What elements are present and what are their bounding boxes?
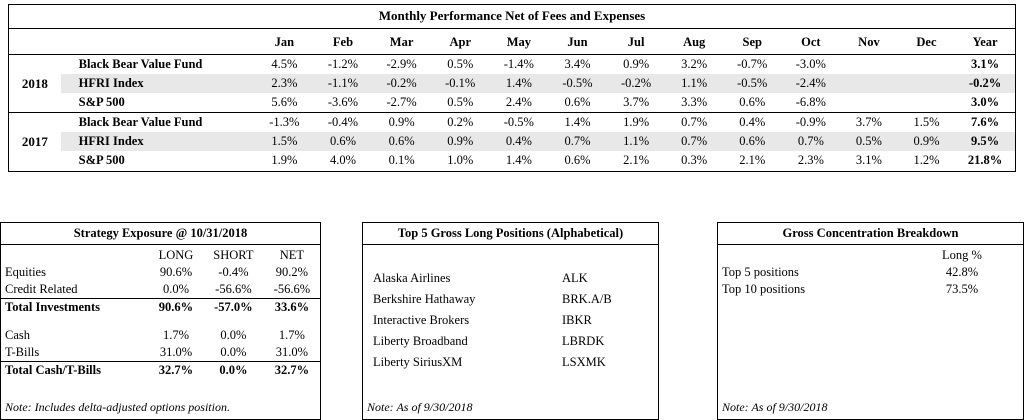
cell-year-total: 21.8% <box>967 153 1003 167</box>
cell: 2.1% <box>739 153 766 167</box>
cell: 1.5% <box>255 132 314 151</box>
cell: 90.6% <box>158 300 194 314</box>
cell: 0.1% <box>388 153 415 167</box>
table-row <box>9 113 1015 133</box>
cell <box>203 316 264 327</box>
cell: -1.3% <box>255 113 314 133</box>
cell <box>1 316 149 327</box>
header-month-sep: Sep <box>723 29 782 55</box>
cell: 0.6% <box>739 95 766 109</box>
strategy-exposure-panel <box>0 222 321 420</box>
header-year-blank <box>9 29 61 55</box>
table-row <box>1 362 320 380</box>
cell: 4.5% <box>271 57 298 71</box>
cell: 1.9% <box>607 113 666 133</box>
table-row <box>9 132 1015 151</box>
cell <box>552 247 658 268</box>
row-label-total-cash-tbills: Total Cash/T-Bills <box>5 363 101 377</box>
header-short: SHORT <box>213 248 254 262</box>
cell: 2.3% <box>255 74 314 93</box>
position-ticker-ibkr: IBKR <box>562 313 592 327</box>
cell: 0.7% <box>665 132 723 151</box>
cell-year-total: 9.5% <box>955 132 1015 151</box>
performance-table-body <box>9 55 1015 172</box>
cell: -2.4% <box>782 74 841 93</box>
row-label-hfri-2017: HFRI Index <box>61 132 255 151</box>
performance-table-head <box>9 29 1015 55</box>
header-blank <box>718 247 901 264</box>
cell: 0.7% <box>548 132 607 151</box>
cell: 0.0% <box>203 344 264 362</box>
strategy-exposure-title: Strategy Exposure @ 10/31/2018 <box>1 223 320 245</box>
list-item <box>363 268 658 289</box>
cell: 3.2% <box>681 57 708 71</box>
row-label-t-bills: T-Bills <box>1 344 149 362</box>
row-label-bbvf-2017: Black Bear Value Fund <box>61 113 255 133</box>
cell: -3.0% <box>795 57 826 71</box>
cell: 3.7% <box>623 95 650 109</box>
table-row <box>9 55 1015 75</box>
cell: 1.0% <box>447 153 474 167</box>
row-label-equities: Equities <box>5 265 46 279</box>
header-year-total: Year <box>955 29 1015 55</box>
cell <box>898 93 956 113</box>
cell <box>898 55 956 75</box>
position-name-berkshire-hathaway: Berkshire Hathaway <box>373 292 476 306</box>
concentration-head <box>718 247 1023 264</box>
header-month-jun: Jun <box>548 29 607 55</box>
cell: 0.7% <box>782 132 841 151</box>
concentration-header-row <box>718 247 1023 264</box>
list-item <box>363 331 658 352</box>
cell: -0.9% <box>782 113 841 133</box>
year-label-2018: 2018 <box>21 75 48 91</box>
header-net: NET <box>279 248 305 262</box>
position-ticker-lsxmk: LSXMK <box>562 355 606 369</box>
cell: 0.7% <box>665 113 723 133</box>
concentration-note: Note: As of 9/30/2018 <box>722 400 828 414</box>
cell: 0.0% <box>219 363 248 377</box>
position-name-liberty-siriusxm: Liberty SiriusXM <box>373 355 463 369</box>
header-month-may: May <box>490 29 549 55</box>
cell: 73.5% <box>945 282 979 296</box>
top-positions-title: Top 5 Gross Long Positions (Alphabetical) <box>363 223 658 245</box>
top-positions-table <box>363 247 658 373</box>
cell: -6.8% <box>795 95 826 109</box>
cell: 0.6% <box>564 153 591 167</box>
cell: 90.6% <box>159 265 193 279</box>
cell: 4.0% <box>329 153 356 167</box>
cell: 1.4% <box>490 74 549 93</box>
strategy-exposure-table <box>1 247 320 379</box>
row-label-sp500-2017: S&P 500 <box>78 153 125 167</box>
cell: -0.5% <box>548 74 607 93</box>
cell: 42.8% <box>945 265 979 279</box>
header-month-dec: Dec <box>898 29 956 55</box>
cell: -1.4% <box>503 57 534 71</box>
cell: 0.9% <box>431 132 490 151</box>
position-ticker-lbrdk: LBRDK <box>562 334 605 348</box>
table-row <box>1 264 320 281</box>
header-long-pct: Long % <box>942 248 982 262</box>
cell: 32.7% <box>158 363 194 377</box>
cell: 0.6% <box>314 132 373 151</box>
cell: 3.1% <box>855 153 882 167</box>
cell: -1.1% <box>314 74 373 93</box>
cell: -0.2% <box>607 74 666 93</box>
list-item <box>363 352 658 373</box>
header-month-jul: Jul <box>607 29 666 55</box>
cell: -0.7% <box>737 57 768 71</box>
cell: -2.9% <box>386 57 417 71</box>
cell: -0.1% <box>431 74 490 93</box>
top-positions-note: Note: As of 9/30/2018 <box>367 400 473 414</box>
cell: 0.9% <box>372 113 431 133</box>
cell: 0.6% <box>372 132 431 151</box>
position-name-alaska-airlines: Alaska Airlines <box>373 271 451 285</box>
cell: 1.4% <box>505 153 532 167</box>
cell: 0.3% <box>681 153 708 167</box>
cell-year-total: 3.0% <box>971 95 1000 109</box>
cell: 31.0% <box>149 344 203 362</box>
header-month-apr: Apr <box>431 29 490 55</box>
cell: 0.2% <box>431 113 490 133</box>
table-row <box>1 344 320 362</box>
cell <box>840 55 898 75</box>
cell: -0.4% <box>218 265 249 279</box>
header-month-jan: Jan <box>255 29 314 55</box>
strategy-exposure-body <box>1 245 320 379</box>
cell <box>898 74 956 93</box>
row-label-top-10-positions: Top 10 positions <box>722 282 806 296</box>
cell <box>363 247 552 268</box>
header-month-nov: Nov <box>840 29 898 55</box>
performance-header-row <box>9 29 1015 55</box>
list-item <box>363 310 658 331</box>
row-label-top-5-positions: Top 5 positions <box>722 265 799 279</box>
row-label-sp500-2018: S&P 500 <box>78 95 125 109</box>
cell: 1.9% <box>271 153 298 167</box>
table-row <box>1 299 320 317</box>
position-name-interactive-brokers: Interactive Brokers <box>373 313 470 327</box>
position-ticker-alk: ALK <box>562 271 588 285</box>
cell: 1.5% <box>898 113 956 133</box>
cell: 90.2% <box>275 265 309 279</box>
cell-year-total: -0.2% <box>955 74 1015 93</box>
list-item <box>363 289 658 310</box>
spacer-row <box>1 316 320 327</box>
cell: -57.0% <box>214 300 253 314</box>
table-row <box>1 327 320 344</box>
cell: 1.7% <box>162 328 189 342</box>
monthly-performance-panel <box>8 4 1016 172</box>
cell <box>264 316 320 327</box>
top-positions-rows <box>363 247 658 373</box>
concentration-rows <box>718 264 1023 298</box>
cell: 0.9% <box>898 132 956 151</box>
table-row <box>9 74 1015 93</box>
cell: 0.4% <box>723 113 782 133</box>
cell: 0.6% <box>564 95 591 109</box>
cell <box>840 93 898 113</box>
cell: -56.6% <box>264 281 320 299</box>
cell: 3.7% <box>840 113 898 133</box>
cell: 1.7% <box>278 328 305 342</box>
header-blank <box>1 247 149 264</box>
cell: 1.2% <box>913 153 940 167</box>
cell: -3.6% <box>327 95 359 109</box>
header-long: LONG <box>158 248 194 262</box>
cell: 1.4% <box>548 113 607 133</box>
header-month-mar: Mar <box>372 29 431 55</box>
monthly-performance-table <box>9 29 1015 171</box>
table-row <box>718 264 1023 281</box>
header-strategy-blank <box>61 29 255 55</box>
cell: 0.0% <box>220 328 247 342</box>
row-label-credit-related: Credit Related <box>1 281 149 299</box>
concentration-title: Gross Concentration Breakdown <box>718 223 1023 245</box>
cell: -0.5% <box>723 74 782 93</box>
strategy-exposure-header-row <box>1 247 320 264</box>
cell: 0.5% <box>840 132 898 151</box>
cell: 31.0% <box>264 344 320 362</box>
cell: 0.9% <box>623 57 650 71</box>
row-label-cash: Cash <box>5 328 30 342</box>
cell: 3.3% <box>681 95 708 109</box>
header-month-feb: Feb <box>314 29 373 55</box>
cell: 0.5% <box>447 57 474 71</box>
cell: 0.4% <box>490 132 549 151</box>
position-ticker-brk: BRK.A/B <box>562 292 612 306</box>
cell: 0.5% <box>447 95 474 109</box>
row-label-total-investments: Total Investments <box>5 300 101 314</box>
cell: -0.2% <box>372 74 431 93</box>
strategy-exposure-note: Note: Includes delta-adjusted options position. <box>5 400 230 414</box>
concentration-table <box>718 247 1023 298</box>
table-row <box>9 93 1015 113</box>
strategy-exposure-head <box>1 247 320 264</box>
row-label-hfri-2018: HFRI Index <box>61 74 255 93</box>
cell: 0.6% <box>723 132 782 151</box>
cell: 32.7% <box>274 363 310 377</box>
cell <box>149 316 203 327</box>
cell: -1.2% <box>327 57 359 71</box>
cell-year-total: 7.6% <box>955 113 1015 133</box>
cell: 0.0% <box>149 281 203 299</box>
monthly-performance-title: Monthly Performance Net of Fees and Expenses <box>9 5 1015 29</box>
spacer-row <box>363 247 658 268</box>
strategy-exposure-body-rows <box>1 264 320 379</box>
cell: 1.1% <box>665 74 723 93</box>
top-positions-body <box>363 245 658 373</box>
header-month-aug: Aug <box>665 29 723 55</box>
row-label-bbvf-2018: Black Bear Value Fund <box>78 57 203 71</box>
table-row <box>718 281 1023 298</box>
cell: 2.1% <box>623 153 650 167</box>
cell: 3.4% <box>564 57 591 71</box>
cell: 1.1% <box>607 132 666 151</box>
cell: 33.6% <box>274 300 310 314</box>
year-label-2017: 2017 <box>9 113 61 172</box>
concentration-panel <box>717 222 1024 420</box>
cell <box>840 74 898 93</box>
cell: -56.6% <box>203 281 264 299</box>
position-name-liberty-broadband: Liberty Broadband <box>373 334 468 348</box>
top-positions-panel <box>362 222 659 420</box>
concentration-body <box>718 245 1023 298</box>
cell: -0.5% <box>490 113 549 133</box>
cell: 2.3% <box>797 153 824 167</box>
table-row <box>1 281 320 299</box>
cell: -0.4% <box>314 113 373 133</box>
table-row <box>9 151 1015 171</box>
cell: 2.4% <box>505 95 532 109</box>
header-month-oct: Oct <box>782 29 841 55</box>
cell: 5.6% <box>271 95 298 109</box>
cell-year-total: 3.1% <box>971 57 1000 71</box>
cell: -2.7% <box>386 95 417 109</box>
